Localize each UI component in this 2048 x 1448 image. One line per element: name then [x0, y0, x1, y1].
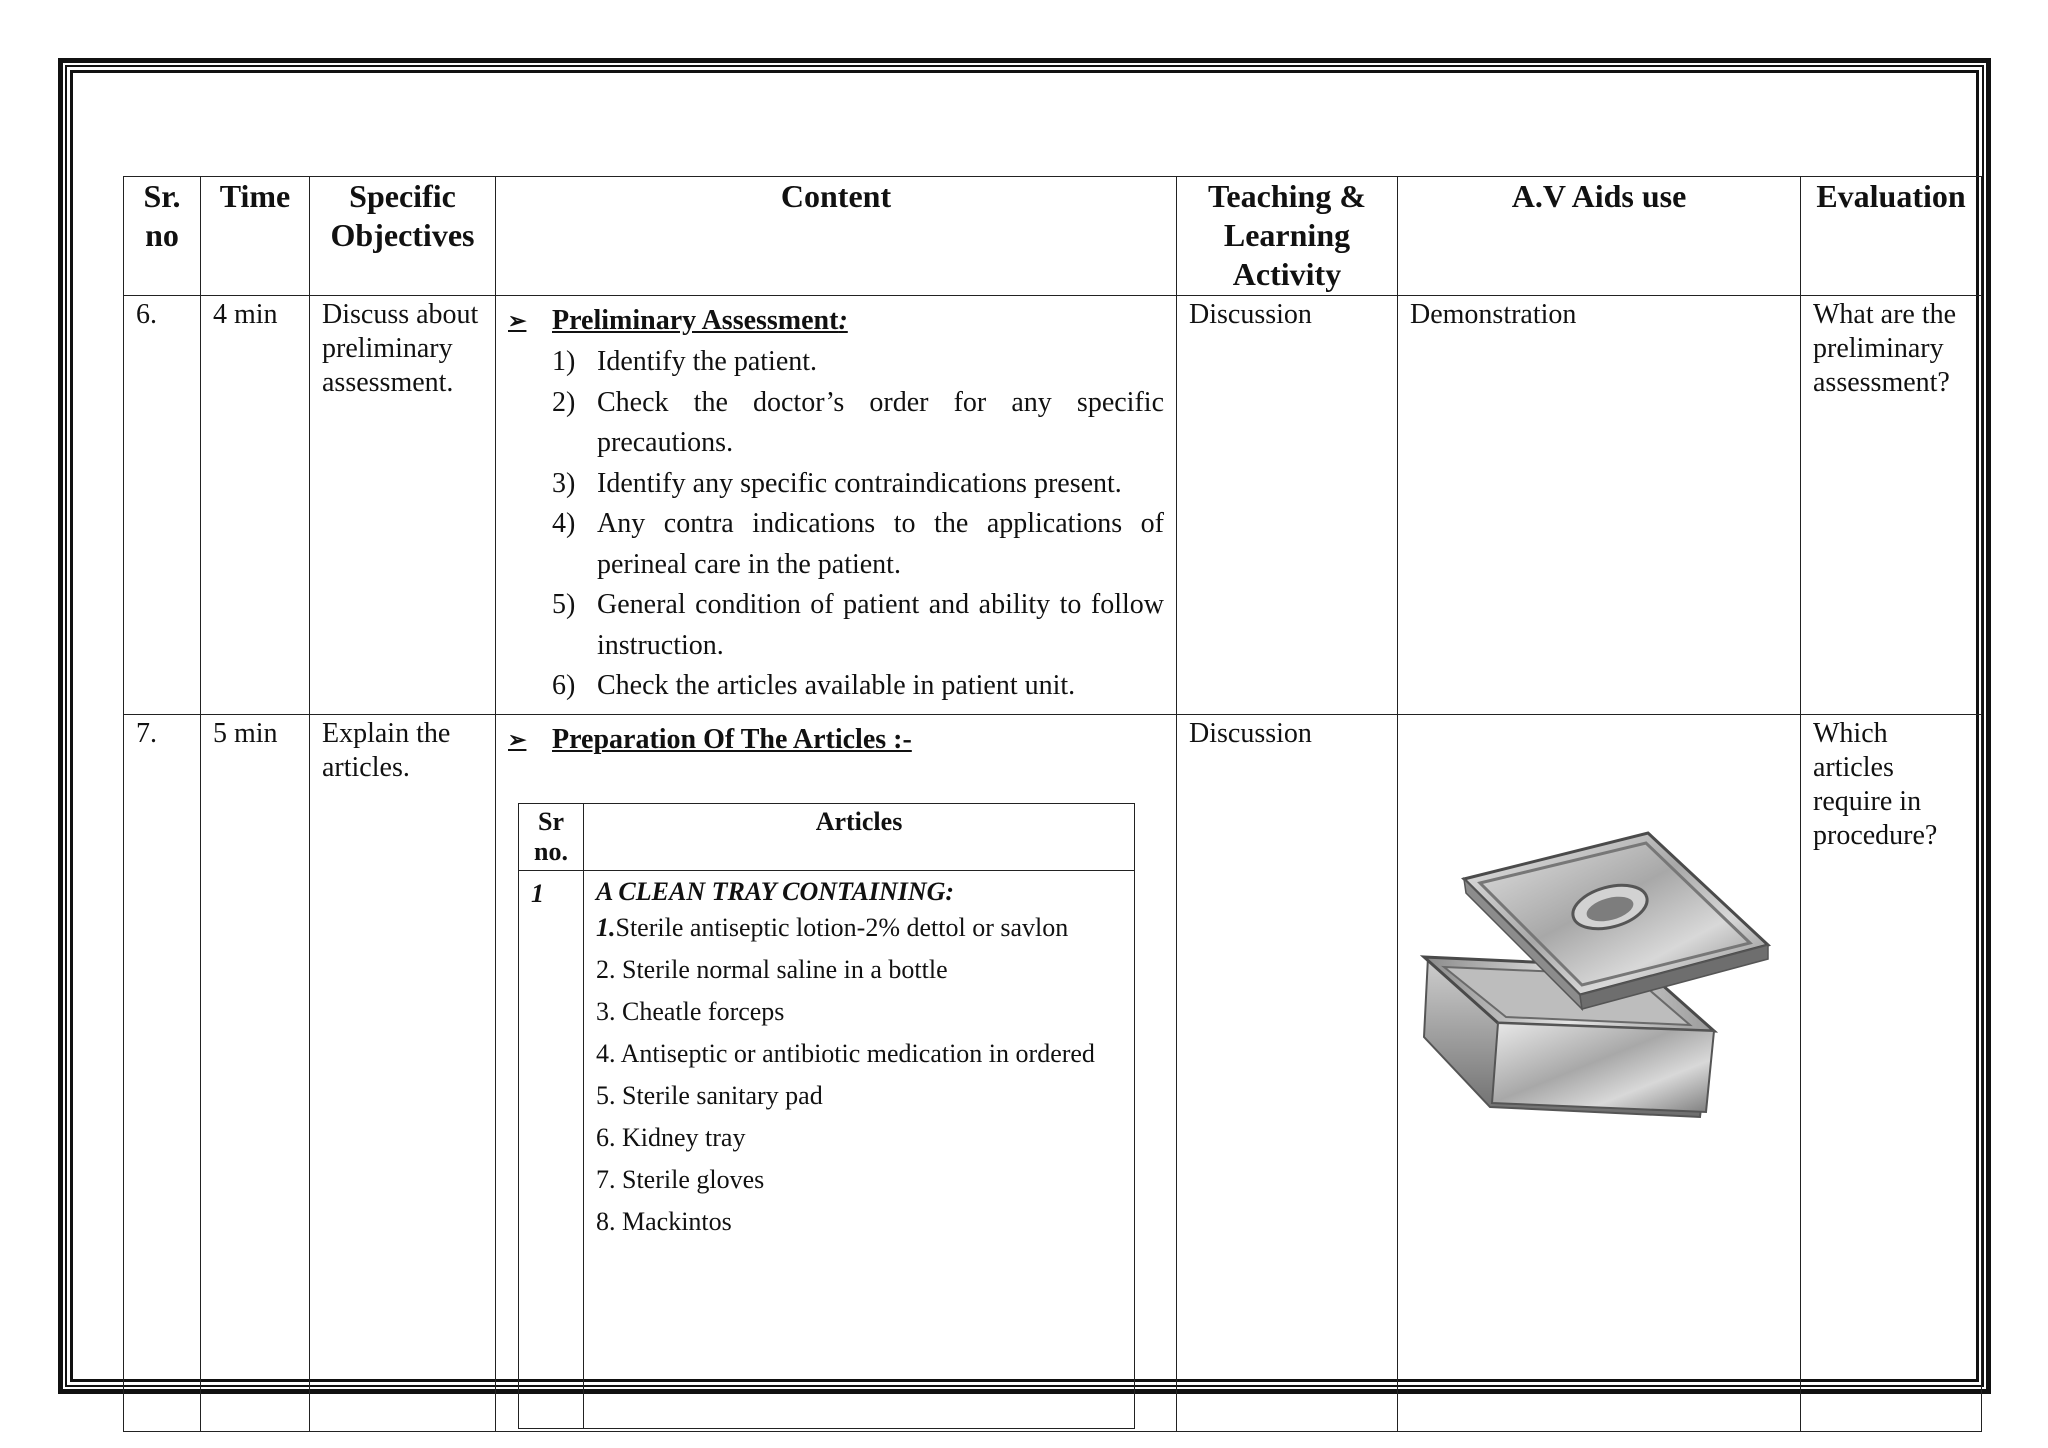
header-sr-no: Sr. no — [124, 177, 201, 296]
list-item — [552, 342, 1164, 383]
list-item — [552, 464, 1164, 505]
articles-header-articles: Articles — [584, 804, 1135, 871]
list-item — [552, 666, 1164, 707]
content-cell — [496, 715, 1177, 1432]
table-row — [124, 715, 1982, 1432]
heading-suffix: : — [838, 305, 848, 336]
list-item-number: 4) — [552, 508, 576, 539]
objective-cell: Explain the articles. — [310, 715, 496, 1432]
article-item: 8. Mackintos — [596, 1207, 732, 1236]
sr-no-cell: 7. — [124, 715, 201, 1432]
list-item-number: 2) — [552, 386, 576, 418]
article-item: 5. Sterile sanitary pad — [596, 1081, 823, 1110]
activity-cell: Discussion — [1177, 296, 1398, 715]
objective-cell: Discuss about preliminary assessment. — [310, 296, 496, 715]
list-item-number: 3) — [552, 467, 576, 499]
list-item — [552, 504, 1164, 585]
arrow-bullet-icon: ➢ — [508, 727, 527, 752]
content-cell — [496, 296, 1177, 715]
assessment-points-list — [508, 342, 1164, 707]
av-aids-cell — [1398, 715, 1801, 1432]
articles-row — [519, 871, 1135, 1429]
article-item — [596, 907, 1122, 949]
instrument-tray-image — [1410, 817, 1780, 1129]
list-item-text: Check the articles available in patient unit. — [597, 670, 1076, 701]
av-aids-cell: Demonstration — [1398, 296, 1801, 715]
list-item — [552, 585, 1164, 666]
header-content: Content — [496, 177, 1177, 296]
article-item: 3. Cheatle forceps — [596, 997, 785, 1026]
steel-tray-with-lid-icon — [1410, 817, 1780, 1129]
arrow-bullet-icon: ➢ — [508, 308, 527, 333]
article-item: 6. Kidney tray — [596, 1123, 746, 1152]
header-row — [124, 177, 1982, 296]
content-heading — [508, 304, 1164, 338]
article-item: 7. Sterile gloves — [596, 1165, 765, 1194]
header-evaluation: Evaluation — [1801, 177, 1982, 296]
articles-table — [518, 803, 1135, 1429]
header-av-aids: A.V Aids use — [1398, 177, 1801, 296]
article-item-number: 1. — [596, 913, 616, 942]
header-specific-objectives: Specific Objectives — [310, 177, 496, 296]
time-cell: 4 min — [201, 296, 310, 715]
sr-no-cell: 6. — [124, 296, 201, 715]
activity-cell: Discussion — [1177, 715, 1398, 1432]
list-item-text: Any contra indications to the applications of perineal care in the patient. — [597, 508, 1164, 580]
article-item-text: Sterile antiseptic lotion-2% dettol or savlon — [615, 913, 1069, 942]
evaluation-cell: What are the preliminary assessment? — [1801, 296, 1982, 715]
list-item — [552, 383, 1164, 464]
heading-text: Preparation Of The Articles :- — [552, 724, 912, 755]
articles-title: A CLEAN TRAY CONTAINING: — [596, 877, 955, 906]
articles-row-number: 1 — [519, 871, 584, 1429]
lesson-plan-table — [123, 176, 1982, 1432]
article-item: 2. Sterile normal saline in a bottle — [596, 955, 948, 984]
list-item-text: Identify any specific contraindications present. — [597, 467, 1122, 499]
list-item-text: Identify the patient. — [597, 346, 818, 377]
list-item-number: 6) — [552, 670, 576, 701]
table-row — [124, 296, 1982, 715]
evaluation-cell: Which articles require in procedure? — [1801, 715, 1982, 1432]
header-teaching-learning-activity: Teaching & Learning Activity — [1177, 177, 1398, 296]
article-item: 4. Antiseptic or antibiotic medication in ordered — [596, 1039, 1095, 1068]
heading-text: Preliminary Assessment — [552, 305, 839, 336]
articles-header-row — [519, 804, 1135, 871]
list-item-text: General condition of patient and ability to follow instruction. — [597, 589, 1164, 661]
time-cell: 5 min — [201, 715, 310, 1432]
content-heading — [508, 723, 1164, 757]
list-item-number: 1) — [552, 346, 576, 377]
list-item-number: 5) — [552, 589, 576, 620]
articles-list-cell — [584, 871, 1135, 1429]
list-item-text: Check the doctor’s order for any specific precautions. — [597, 386, 1164, 458]
header-time: Time — [201, 177, 310, 296]
articles-header-sr-no: Sr no. — [519, 804, 584, 871]
